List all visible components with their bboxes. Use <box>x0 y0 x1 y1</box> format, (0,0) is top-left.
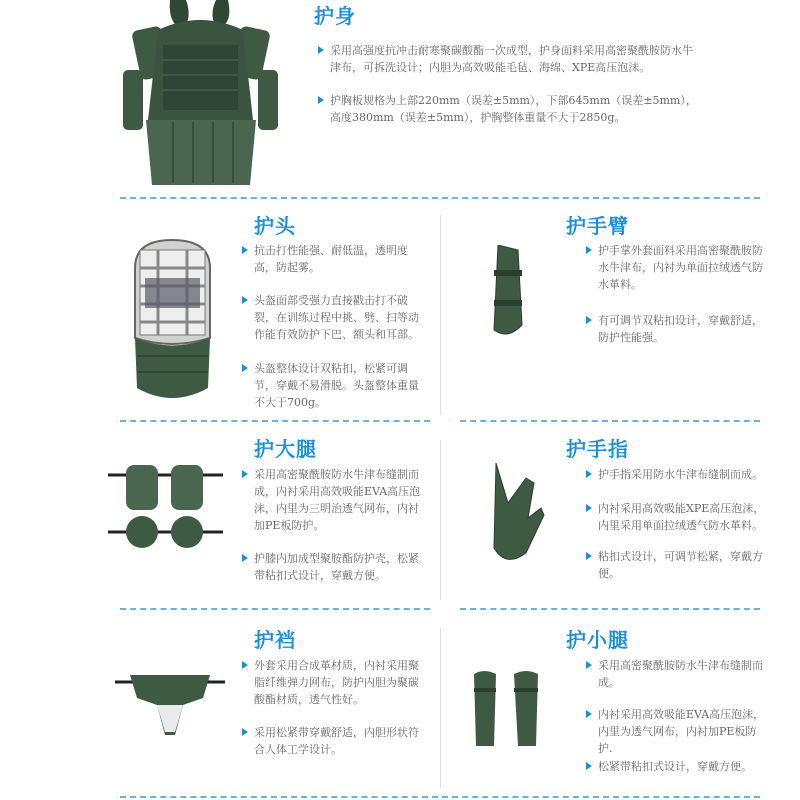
shin-bullet-3: 松紧带粘扣式设计，穿戴方便。 <box>598 758 768 775</box>
bullet-arrow-icon <box>586 661 592 669</box>
head-bullet-2: 头盔面部受强力直接戳击打不破裂，在训练过程中挑、劈、扫等动作能有效防护下巴、额头和耳部。 <box>254 292 424 343</box>
groin-bullet-2: 采用松紧带穿戴舒适，内胆形状符合人体工学设计。 <box>254 724 424 758</box>
bullet-arrow-icon <box>242 364 248 372</box>
section-divider <box>460 608 760 610</box>
finger-bullet-1: 护手指采用防水牛津布缝制而成。 <box>598 466 768 483</box>
bullet-arrow-icon <box>242 728 248 736</box>
section-divider <box>120 197 760 199</box>
helmet-image <box>130 238 215 408</box>
bullet-arrow-icon <box>242 661 248 669</box>
groin-bullet-1: 外套采用合成革材质，内衬采用聚脂纤维弹力网布，防护内胆为聚碳酸酯材质，透气性好。 <box>254 657 424 708</box>
section-divider <box>120 608 430 610</box>
bullet-arrow-icon <box>586 504 592 512</box>
groin-title: 护裆 <box>254 628 296 652</box>
finger-bullet-3: 粘扣式设计，可调节松紧，穿戴方便。 <box>598 548 768 582</box>
torso-bullet-2: 护胸板规格为上部220mm（误差±5mm），下部645mm（误差±5mm），高度380mm（误差±5mm），护胸整体重量不大于2850g。 <box>330 92 700 126</box>
arm-title: 护手臂 <box>566 214 629 238</box>
torso-armor-image <box>118 0 283 190</box>
section-divider <box>460 420 760 422</box>
head-title: 护头 <box>254 214 296 238</box>
shin-bullet-1: 采用高密聚酰胺防水牛津布缝制而成。 <box>598 657 768 691</box>
thigh-bullet-2: 护膝内加成型聚胺酯防护壳，松紧带粘扣式设计，穿戴方便。 <box>254 550 424 584</box>
groin-guard-image <box>115 670 225 740</box>
thigh-guard-image <box>108 460 223 560</box>
column-divider <box>440 440 441 600</box>
thigh-bullet-1: 采用高密聚酰胺防水牛津布缝制而成，内衬采用高效吸能EVA高压泡沫，内里为三明治透气网布，内衬加PE板防护。 <box>254 466 424 534</box>
finger-title: 护手指 <box>566 437 629 461</box>
section-divider <box>120 420 430 422</box>
bullet-arrow-icon <box>586 470 592 478</box>
bullet-arrow-icon <box>318 46 324 54</box>
bullet-arrow-icon <box>242 470 248 478</box>
bullet-arrow-icon <box>242 246 248 254</box>
column-divider <box>440 628 441 788</box>
bullet-arrow-icon <box>586 762 592 770</box>
bullet-arrow-icon <box>242 554 248 562</box>
bullet-arrow-icon <box>586 246 592 254</box>
shin-guard-image <box>470 668 550 750</box>
arm-bullet-2: 有可调节双粘扣设计，穿戴舒适，防护性能强。 <box>598 312 768 346</box>
bullet-arrow-icon <box>586 316 592 324</box>
section-divider <box>120 796 760 798</box>
shin-title: 护小腿 <box>566 628 629 652</box>
bullet-arrow-icon <box>586 552 592 560</box>
thigh-title: 护大腿 <box>254 437 317 461</box>
finger-guard-image <box>486 463 546 568</box>
bullet-arrow-icon <box>318 96 324 104</box>
bullet-arrow-icon <box>586 710 592 718</box>
torso-bullet-1: 采用高强度抗冲击耐寒聚碳酸酯一次成型，护身面料采用高密聚酰胺防水牛津布，可拆洗设计；内胆为高效吸能毛毡、海绵、XPE高压泡沫。 <box>330 42 700 76</box>
torso-title: 护身 <box>314 4 356 28</box>
head-bullet-1: 抗击打性能强、耐低温，透明度高，防起雾。 <box>254 242 424 276</box>
column-divider <box>440 215 441 415</box>
forearm-guard-image <box>488 245 528 345</box>
shin-bullet-2: 内衬采用高效吸能EVA高压泡沫，内里为透气网布，内衬加PE板防护. <box>598 706 768 757</box>
finger-bullet-2: 内衬采用高效吸能XPE高压泡沫，内里采用单面拉绒透气防水革料。 <box>598 500 768 534</box>
head-bullet-3: 头盔整体设计双粘扣，松紧可调节，穿戴不易滑脱。头盔整体重量不大于700g。 <box>254 360 424 411</box>
bullet-arrow-icon <box>242 296 248 304</box>
arm-bullet-1: 护手掌外套面料采用高密聚酰胺防水牛津布，内衬为单面拉绒透气防水革料。 <box>598 242 768 293</box>
